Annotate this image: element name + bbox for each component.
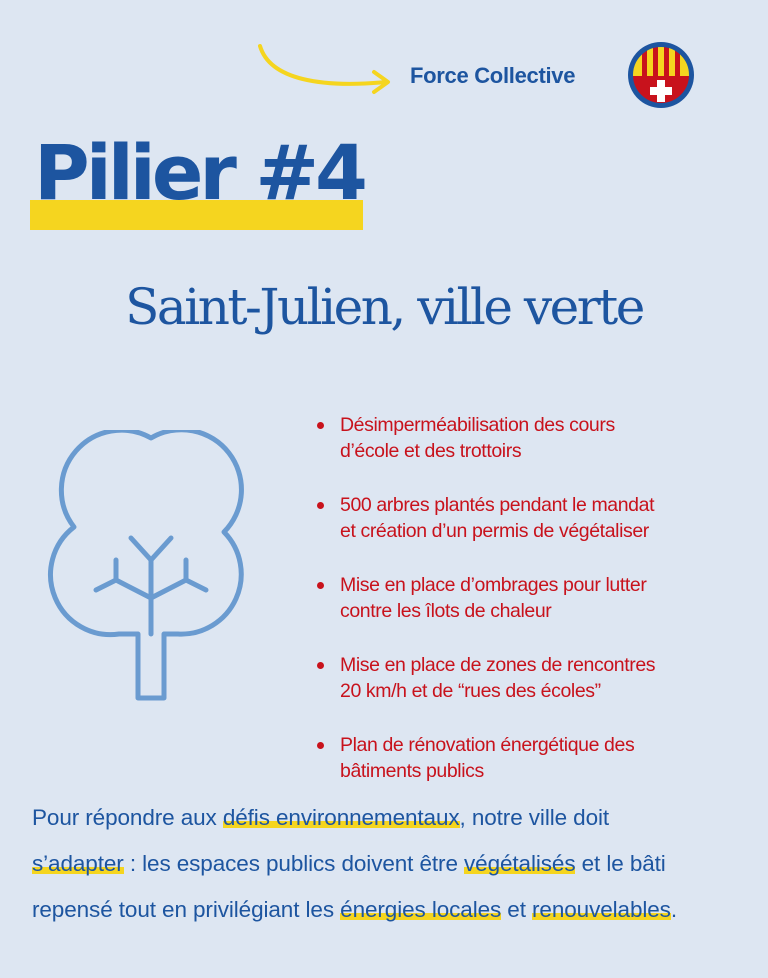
paragraph-text: , notre ville doit [459,805,610,830]
paragraph-text: et [501,897,533,922]
list-item-line: contre les îlots de chaleur [340,600,552,622]
list-item [312,732,752,784]
list-item [312,412,752,464]
list-item-line: bâtiments publics [340,760,484,782]
list-item-line: d’école et des trottoirs [340,440,522,462]
page-title: Pilier #4 [34,128,364,217]
intro-paragraph [32,795,747,933]
highlighted-term: s’adapter [32,851,124,876]
page-subtitle: Saint-Julien, ville verte [125,278,643,336]
list-item-line: Mise en place d’ombrages pour lutter [340,574,647,596]
list-item-line: 500 arbres plantés pendant le mandat [340,494,655,516]
list-item-line: et création d’un permis de végétaliser [340,520,649,542]
highlighted-term: végétalisés [464,851,576,876]
measures-list [312,412,752,812]
brand-name: Force Collective [410,63,576,88]
list-item [312,652,752,704]
highlighted-term: renouvelables [532,897,671,922]
list-item [312,572,752,624]
highlighted-term: énergies locales [340,897,502,922]
paragraph-text: Pour répondre aux [32,805,223,830]
curved-arrow-icon [252,40,402,104]
list-item-line: Désimperméabilisation des cours [340,414,615,436]
list-item-line: 20 km/h et de “rues des écoles” [340,680,601,702]
list-item-line: Plan de rénovation énergétique des [340,734,635,756]
paragraph-text: et le bâti repensé tout en privilégiant les [32,851,666,922]
list-item-line: Mise en place de zones de rencontres [340,654,656,676]
highlighted-term: défis environnementaux [222,805,460,830]
list-item [312,492,752,544]
paragraph-text: : les espaces publics doivent être [123,851,465,876]
tree-icon [36,430,266,706]
paragraph-text: . [670,897,677,922]
coat-of-arms-icon [626,40,696,110]
